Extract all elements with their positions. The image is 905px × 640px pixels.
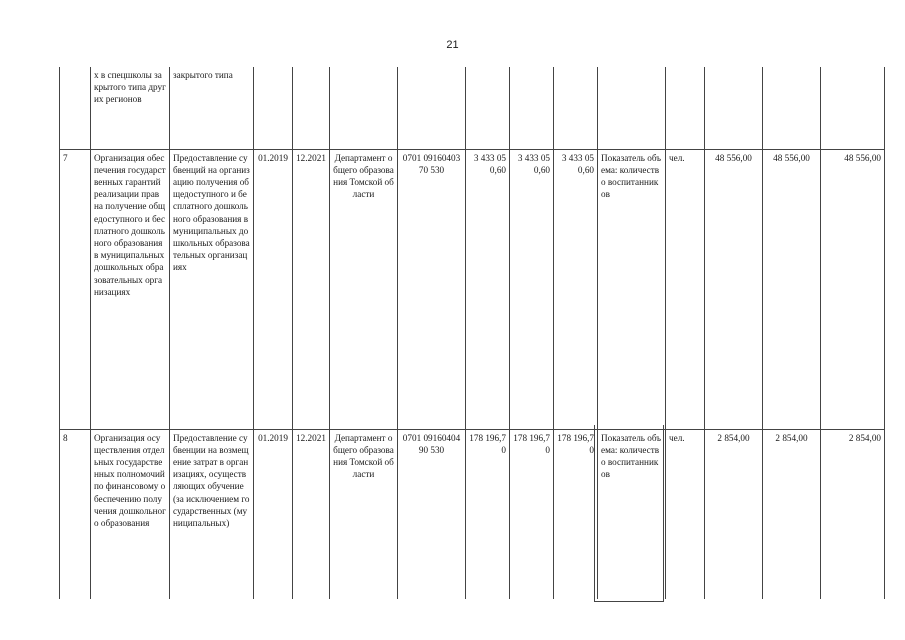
unit-cell: чел. — [666, 429, 705, 599]
executor-cell: Департамент общего образования Томской области — [330, 149, 398, 429]
amount-cell: 3 433 050,60 — [510, 149, 554, 429]
indicator-cell — [598, 67, 666, 149]
measure-cell: закрытого типа — [170, 67, 254, 149]
program-table — [59, 67, 885, 599]
amount-cell: 3 433 050,60 — [554, 149, 598, 429]
unit-cell — [666, 67, 705, 149]
start-date-cell: 01.2019 — [254, 149, 293, 429]
indicator-value-cell: 48 556,00 — [763, 149, 821, 429]
amount-cell — [510, 67, 554, 149]
indicator-value-cell: 48 556,00 — [821, 149, 885, 429]
task-cell: Организация осуществления отдельных государственных полномочий по финансовому обеспечению получения дошкольного образования — [91, 429, 170, 599]
indicator-value-cell — [705, 67, 763, 149]
budget-code-cell: 0701 0916040370 530 — [398, 149, 466, 429]
end-date-cell: 12.2021 — [293, 429, 330, 599]
start-date-cell — [254, 67, 293, 149]
indicator-value-cell: 2 854,00 — [705, 429, 763, 599]
amount-cell: 178 196,70 — [510, 429, 554, 599]
amount-cell: 3 433 050,60 — [466, 149, 510, 429]
measure-cell: Предоставление субвенции на возмещение затрат в организациях, осуществляющих обучение (за исключением государственных (муниципальных) — [170, 429, 254, 599]
budget-code-cell — [398, 67, 466, 149]
indicator-value-cell: 2 854,00 — [821, 429, 885, 599]
indicator-value-cell — [763, 67, 821, 149]
indicator-value-cell: 48 556,00 — [705, 149, 763, 429]
end-date-cell — [293, 67, 330, 149]
start-date-cell: 01.2019 — [254, 429, 293, 599]
indicator-value-cell: 2 854,00 — [763, 429, 821, 599]
task-cell: х в спецшколы закрытого типа других регионов — [91, 67, 170, 149]
page-number: 21 — [446, 39, 459, 51]
amount-cell — [466, 67, 510, 149]
indicator-cell: Показатель объема: количество воспитанников — [598, 429, 666, 599]
row-number: 7 — [60, 149, 91, 429]
indicator-value-cell — [821, 67, 885, 149]
executor-cell: Департамент общего образования Томской области — [330, 429, 398, 599]
table-row — [60, 149, 885, 429]
measure-cell: Предоставление субвенций на организацию получения общедоступного и бесплатного дошкольного образования в муниципальных дошкольных образовательных организациях — [170, 149, 254, 429]
amount-cell: 178 196,70 — [466, 429, 510, 599]
amount-cell: 178 196,70 — [554, 429, 598, 599]
executor-cell — [330, 67, 398, 149]
end-date-cell: 12.2021 — [293, 149, 330, 429]
task-cell: Организация обеспечения государственных гарантий реализации прав на получение общедоступного и бесплатного дошкольного образования в муниципальных дошкольных образовательных организациях — [91, 149, 170, 429]
budget-code-cell: 0701 0916040490 530 — [398, 429, 466, 599]
amount-cell — [554, 67, 598, 149]
indicator-cell: Показатель объема: количество воспитанников — [598, 149, 666, 429]
row-number: 8 — [60, 429, 91, 599]
table-row — [60, 67, 885, 149]
unit-cell: чел. — [666, 149, 705, 429]
row-number — [60, 67, 91, 149]
table-row — [60, 429, 885, 599]
